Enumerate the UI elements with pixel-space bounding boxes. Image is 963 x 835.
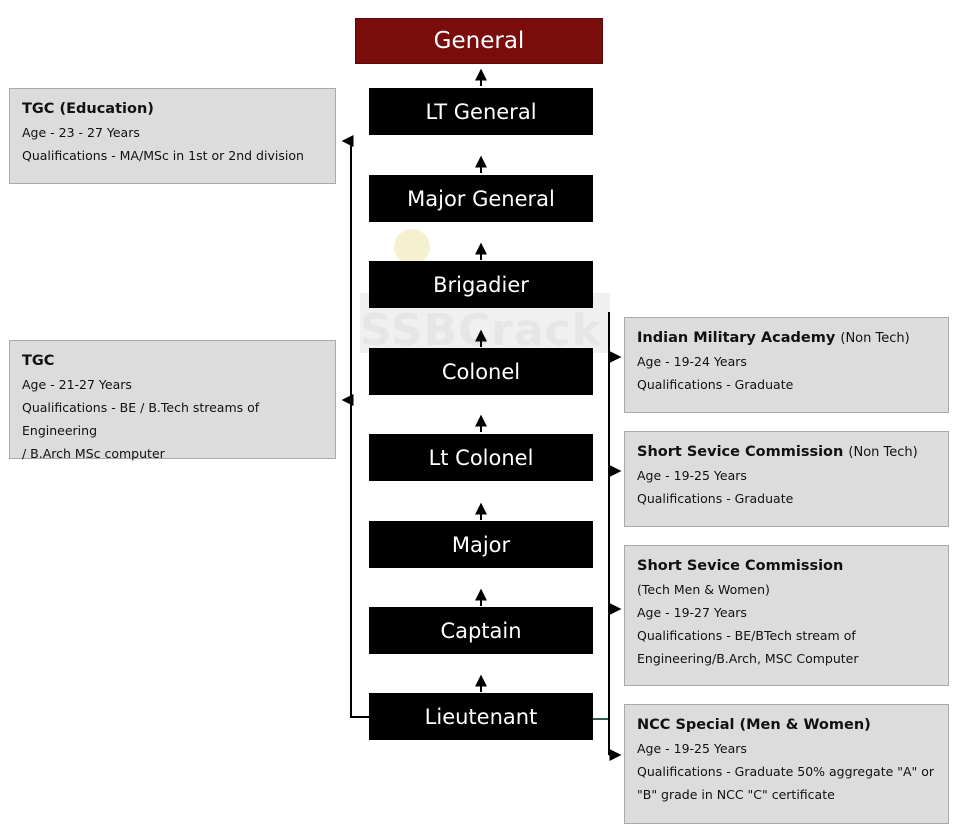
entry-indian-military-academy <box>624 317 949 413</box>
entry-tgc-education <box>9 88 336 184</box>
rank-lieutenant: Lieutenant <box>369 693 593 740</box>
entry-age: Age - 19-25 Years <box>637 741 747 756</box>
left-branch-lines <box>344 141 369 717</box>
entry-age: Age - 19-25 Years <box>637 468 747 483</box>
entry-note: (Non Tech) <box>848 445 918 460</box>
entry-title: NCC Special (Men & Women) <box>637 717 871 733</box>
entry-age: Age - 19-24 Years <box>637 354 747 369</box>
rank-captain: Captain <box>369 607 593 654</box>
entry-qualifications: Qualifications - MA/MSc in 1st or 2nd division <box>22 148 304 163</box>
rank-major-general: Major General <box>369 175 593 222</box>
entry-title-row <box>637 441 936 464</box>
entry-title: Short Sevice Commission <box>637 558 844 574</box>
rank-brigadier: Brigadier <box>369 261 593 308</box>
entry-qualifications-cont: / B.Arch MSc computer <box>22 446 165 461</box>
rank-general: General <box>355 18 603 64</box>
entry-age: Age - 19-27 Years <box>637 605 747 620</box>
entry-age: Age - 21-27 Years <box>22 377 132 392</box>
entry-qualifications: Qualifications - Graduate 50% aggregate "A" or <box>637 764 935 779</box>
entry-title: Indian Military Academy <box>637 330 836 346</box>
rank-lt-general: LT General <box>369 88 593 135</box>
entry-title: TGC <box>22 353 55 369</box>
entry-qualifications: Qualifications - Graduate <box>637 491 794 506</box>
entry-subtitle: (Tech Men & Women) <box>637 582 770 597</box>
rank-colonel: Colonel <box>369 348 593 395</box>
right-branch-lines <box>593 312 619 755</box>
entry-qualifications: Qualifications - BE / B.Tech streams of Engineering <box>22 400 260 438</box>
entry-ssc-tech <box>624 545 949 686</box>
entry-title-row <box>637 327 936 350</box>
watermark-text: SSBCrack <box>360 305 602 356</box>
entry-ssc-non-tech <box>624 431 949 527</box>
entry-ncc-special <box>624 704 949 824</box>
entry-qualifications-cont: Engineering/B.Arch, MSC Computer <box>637 651 859 666</box>
entry-tgc <box>9 340 336 459</box>
entry-age: Age - 23 - 27 Years <box>22 125 140 140</box>
entry-qualifications: Qualifications - Graduate <box>637 377 794 392</box>
rank-lt-colonel: Lt Colonel <box>369 434 593 481</box>
entry-qualifications: Qualifications - BE/BTech stream of <box>637 628 856 643</box>
entry-title: TGC (Education) <box>22 101 154 117</box>
entry-qualifications-cont: "B" grade in NCC "C" certificate <box>637 787 835 802</box>
entry-note: (Non Tech) <box>840 331 910 346</box>
entry-title: Short Sevice Commission <box>637 444 844 460</box>
rank-major: Major <box>369 521 593 568</box>
